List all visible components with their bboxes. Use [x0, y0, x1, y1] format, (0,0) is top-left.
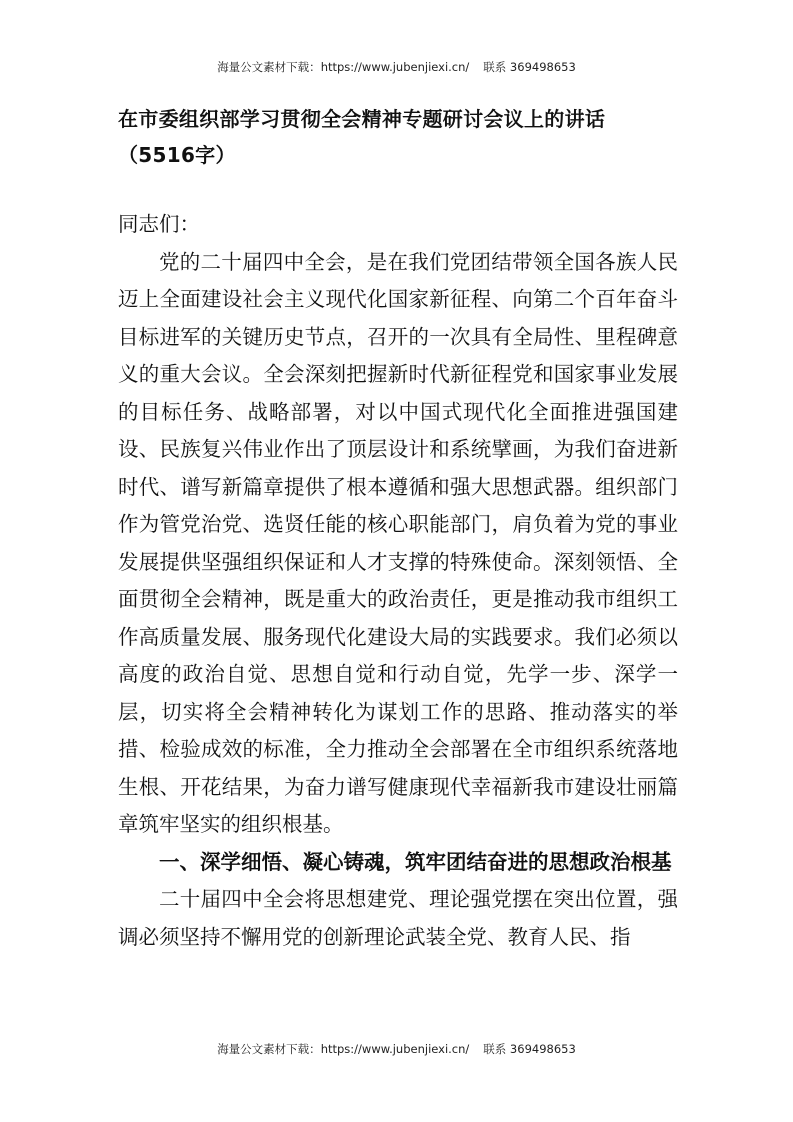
page-header: [0, 59, 793, 75]
header-label: 海量公文素材下载：: [217, 60, 321, 74]
header-url-link[interactable]: https://www.jubenjiexi.cn/: [320, 60, 470, 74]
paragraph-1: 党的二十届四中全会，是在我们党团结带领全国各族人民迈上全面建设社会主义现代化国家新征程、向第二个百年奋斗目标进军的关键历史节点，召开的一次具有全局性、里程碑意义的重大会议。全会深刻把握新时代新征程党和国家事业发展的目标任务、战略部署，对以中国式现代化全面推进强国建设、民族复兴伟业作出了顶层设计和系统擘画，为我们奋进新时代、谱写新篇章提供了根本遵循和强大思想武器。组织部门作为管党治党、选贤任能的核心职能部门，肩负着为党的事业发展提供坚强组织保证和人才支撑的特殊使命。深刻领悟、全面贯彻全会精神，既是重大的政治责任，更是推动我市组织工作高质量发展、服务现代化建设大局的实践要求。我们必须以高度的政治自觉、思想自觉和行动自觉，先学一步、深学一层，切实将全会精神转化为谋划工作的思路、推动落实的举措、检验成效的标准，全力推动全会部署在全市组织系统落地生根、开花结果，为奋力谱写健康现代幸福新我市建设壮丽篇章筑牢坚实的组织根基。: [118, 249, 678, 836]
document-body: [118, 101, 678, 956]
section-heading-1: 一、深学细悟、凝心铸魂，筑牢团结奋进的思想政治根基: [159, 849, 672, 874]
page-footer: [0, 1041, 793, 1057]
document-title: 在市委组织部学习贯彻全会精神专题研讨会议上的讲话（5516字）: [118, 107, 606, 167]
footer-contact: 联系 369498653: [483, 1042, 576, 1056]
header-contact: 联系 369498653: [483, 60, 576, 74]
footer-url-link[interactable]: https://www.jubenjiexi.cn/: [320, 1042, 470, 1056]
paragraph-2: 二十届四中全会将思想建党、理论强党摆在突出位置，强调必须坚持不懈用党的创新理论武装全党、教育人民、指: [118, 887, 678, 949]
salutation: 同志们：: [118, 212, 200, 236]
footer-label: 海量公文素材下载：: [217, 1042, 321, 1056]
